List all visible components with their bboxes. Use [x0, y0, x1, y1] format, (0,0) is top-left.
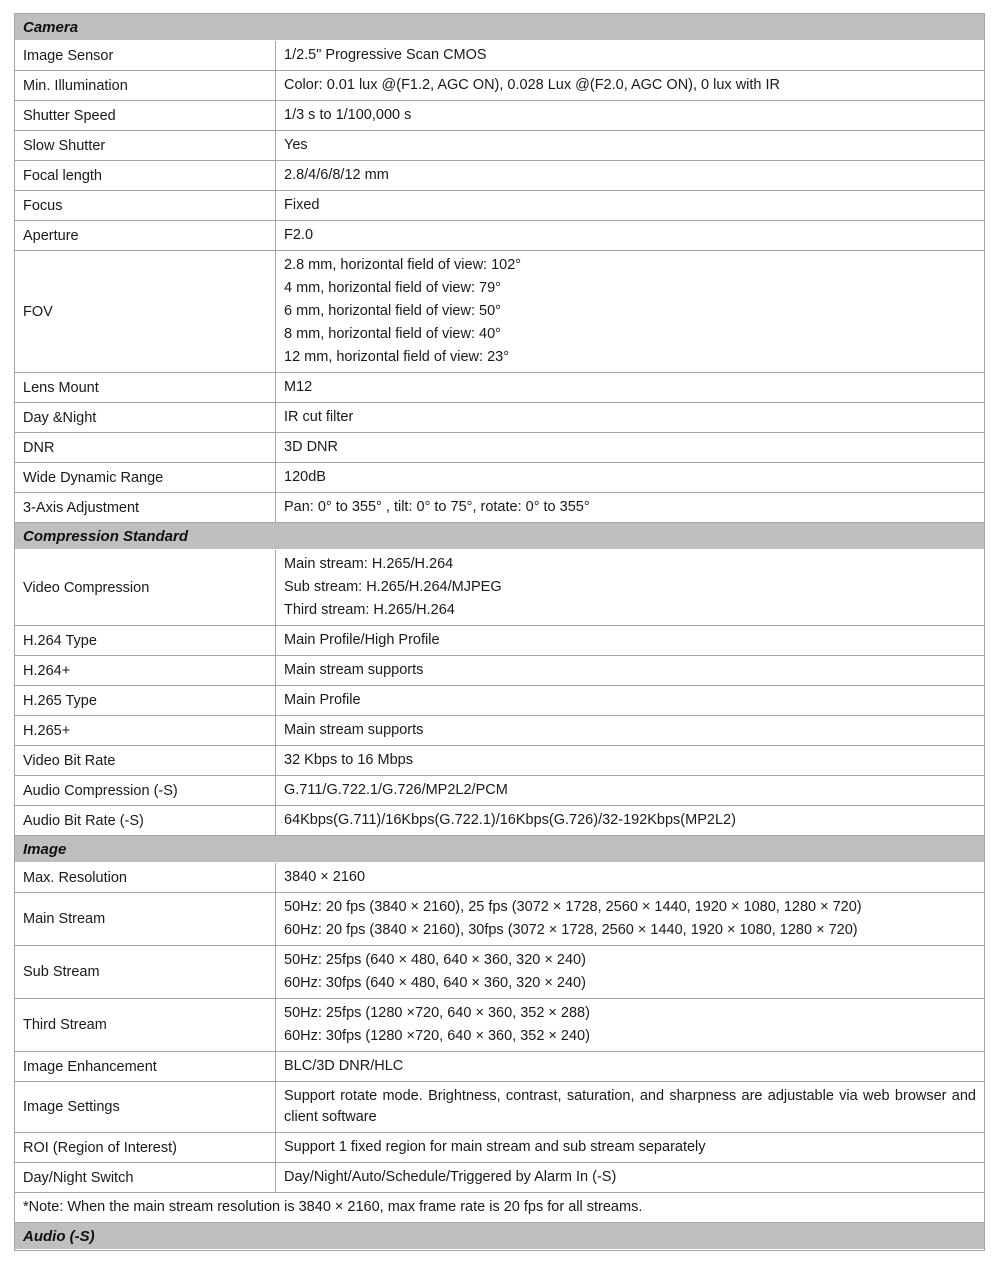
spec-value: [276, 716, 984, 745]
spec-label: Aperture: [15, 221, 276, 250]
spec-value: [276, 550, 984, 625]
spec-table: [14, 13, 985, 1251]
spec-value-line: Main stream supports: [284, 722, 424, 738]
spec-label: Audio Bit Rate (-S): [15, 806, 276, 835]
spec-value: [276, 1052, 984, 1081]
spec-label: Main Stream: [15, 893, 276, 945]
spec-value-line: 32 Kbps to 16 Mbps: [284, 752, 413, 768]
spec-value: [276, 776, 984, 805]
section-header-2: [15, 836, 984, 863]
spec-value-line: IR cut filter: [284, 409, 354, 425]
spec-label: Day &Night: [15, 403, 276, 432]
spec-row: [15, 806, 984, 836]
spec-row: [15, 403, 984, 433]
section-title: Compression Standard: [23, 527, 189, 545]
section-header-0: [15, 14, 984, 41]
spec-row: [15, 41, 984, 71]
spec-value: [276, 41, 984, 70]
spec-value: [276, 806, 984, 835]
spec-value-line: 60Hz: 20 fps (3840 × 2160), 30fps (3072 × 1728, 2560 × 1440, 1920 × 1080, 1280 × 720): [284, 922, 858, 938]
spec-row: [15, 373, 984, 403]
spec-value-line: 12 mm, horizontal field of view: 23°: [284, 349, 510, 365]
spec-label: Audio Compression (-S): [15, 776, 276, 805]
section-title: Audio (-S): [23, 1227, 95, 1245]
spec-row: [15, 946, 984, 999]
spec-label: Video Compression: [15, 550, 276, 625]
spec-label: H.264+: [15, 656, 276, 685]
spec-value-line: Main Profile/High Profile: [284, 632, 440, 648]
spec-row: [15, 1163, 984, 1193]
spec-value: [276, 1163, 984, 1192]
spec-label: Slow Shutter: [15, 131, 276, 160]
spec-row: [15, 746, 984, 776]
spec-value-line: 2.8/4/6/8/12 mm: [284, 167, 389, 183]
spec-label: Lens Mount: [15, 373, 276, 402]
spec-label: Image Enhancement: [15, 1052, 276, 1081]
spec-label: 3-Axis Adjustment: [15, 493, 276, 522]
spec-row: [15, 716, 984, 746]
spec-label: Min. Illumination: [15, 71, 276, 100]
spec-value-line: 4 mm, horizontal field of view: 79°: [284, 280, 501, 296]
spec-value: [276, 493, 984, 522]
spec-value: [276, 403, 984, 432]
section-header-1: [15, 523, 984, 550]
spec-label: Video Bit Rate: [15, 746, 276, 775]
spec-value: [276, 863, 984, 892]
spec-value-line: Main Profile: [284, 692, 361, 708]
spec-row: [15, 463, 984, 493]
spec-value: [276, 946, 984, 998]
spec-value-line: 3D DNR: [284, 439, 338, 455]
spec-value-line: 1/3 s to 1/100,000 s: [284, 107, 412, 123]
spec-value-line: 8 mm, horizontal field of view: 40°: [284, 326, 501, 342]
spec-value-line: 60Hz: 30fps (640 × 480, 640 × 360, 320 × 240): [284, 975, 586, 991]
spec-label: ROI (Region of Interest): [15, 1133, 276, 1162]
spec-row: [15, 1133, 984, 1163]
spec-value-line: Fixed: [284, 197, 320, 213]
spec-value: [276, 686, 984, 715]
spec-row: [15, 71, 984, 101]
spec-label: Image Settings: [15, 1082, 276, 1132]
spec-row: [15, 893, 984, 946]
spec-row: [15, 776, 984, 806]
spec-label: H.265 Type: [15, 686, 276, 715]
section-title: Image: [23, 840, 67, 858]
spec-row: [15, 251, 984, 373]
spec-value-line: 1/2.5" Progressive Scan CMOS: [284, 47, 487, 63]
spec-label: Focal length: [15, 161, 276, 190]
spec-value: [276, 221, 984, 250]
spec-row: [15, 686, 984, 716]
spec-value: [276, 656, 984, 685]
spec-value-line: Yes: [284, 137, 308, 153]
spec-value-line: F2.0: [284, 227, 314, 243]
spec-row: [15, 493, 984, 523]
spec-row: [15, 999, 984, 1052]
spec-value: [276, 161, 984, 190]
spec-row: [15, 656, 984, 686]
spec-value-line: Sub stream: H.265/H.264/MJPEG: [284, 579, 502, 595]
spec-value: [276, 746, 984, 775]
spec-value-line: Main stream: H.265/H.264: [284, 556, 454, 572]
spec-label: DNR: [15, 433, 276, 462]
spec-value-line: Day/Night/Auto/Schedule/Triggered by Alarm In (-S): [284, 1169, 617, 1185]
spec-label: Sub Stream: [15, 946, 276, 998]
spec-value-line: G.711/G.722.1/G.726/MP2L2/PCM: [284, 782, 508, 798]
spec-row: [15, 1082, 984, 1133]
spec-row: [15, 433, 984, 463]
spec-label: Wide Dynamic Range: [15, 463, 276, 492]
spec-value-line: 2.8 mm, horizontal field of view: 102°: [284, 257, 522, 273]
spec-value-line: Support 1 fixed region for main stream and sub stream separately: [284, 1139, 706, 1155]
spec-value: [276, 433, 984, 462]
spec-row: [15, 191, 984, 221]
spec-row: [15, 626, 984, 656]
spec-label: Focus: [15, 191, 276, 220]
spec-value: [276, 999, 984, 1051]
spec-row: [15, 161, 984, 191]
spec-value: [276, 1133, 984, 1162]
spec-row: [15, 101, 984, 131]
spec-value: [276, 251, 984, 372]
spec-value: [276, 101, 984, 130]
spec-label: Shutter Speed: [15, 101, 276, 130]
spec-value: [276, 463, 984, 492]
spec-row: [15, 863, 984, 893]
spec-row: [15, 550, 984, 626]
spec-value: [276, 131, 984, 160]
spec-label: H.264 Type: [15, 626, 276, 655]
spec-value-line: 50Hz: 20 fps (3840 × 2160), 25 fps (3072 × 1728, 2560 × 1440, 1920 × 1080, 1280 × 720): [284, 899, 862, 915]
spec-value: [276, 1082, 984, 1132]
spec-value-line: 50Hz: 25fps (1280 ×720, 640 × 360, 352 × 288): [284, 1005, 590, 1021]
spec-label: H.265+: [15, 716, 276, 745]
spec-value: [276, 893, 984, 945]
spec-row: [15, 131, 984, 161]
spec-value-line: Third stream: H.265/H.264: [284, 602, 455, 618]
spec-label: FOV: [15, 251, 276, 372]
spec-value: [276, 626, 984, 655]
spec-label: Third Stream: [15, 999, 276, 1051]
section-header-3: [15, 1223, 984, 1250]
spec-value-line: Support rotate mode. Brightness, contrast, saturation, and sharpness are adjustable via web browser and client software: [284, 1088, 976, 1125]
spec-row: [15, 221, 984, 251]
spec-value: [276, 71, 984, 100]
spec-value-line: 60Hz: 30fps (1280 ×720, 640 × 360, 352 × 240): [284, 1028, 590, 1044]
spec-value-line: Main stream supports: [284, 662, 424, 678]
spec-value-line: 64Kbps(G.711)/16Kbps(G.722.1)/16Kbps(G.726)/32-192Kbps(MP2L2): [284, 812, 736, 828]
note-row: *Note: When the main stream resolution is 3840 × 2160, max frame rate is 20 fps for all streams.: [15, 1193, 984, 1223]
spec-label: Image Sensor: [15, 41, 276, 70]
spec-value-line: BLC/3D DNR/HLC: [284, 1058, 404, 1074]
spec-value-line: 3840 × 2160: [284, 869, 366, 885]
spec-value-line: Color: 0.01 lux @(F1.2, AGC ON), 0.028 Lux @(F2.0, AGC ON), 0 lux with IR: [284, 77, 781, 93]
spec-label: Max. Resolution: [15, 863, 276, 892]
section-title: Camera: [23, 18, 79, 36]
spec-value-line: 50Hz: 25fps (640 × 480, 640 × 360, 320 × 240): [284, 952, 586, 968]
spec-value-line: M12: [284, 379, 313, 395]
spec-value: [276, 191, 984, 220]
spec-value-line: Pan: 0° to 355° , tilt: 0° to 75°, rotate: 0° to 355°: [284, 499, 590, 515]
spec-value-line: 120dB: [284, 469, 326, 485]
spec-row: [15, 1052, 984, 1082]
spec-value-line: 6 mm, horizontal field of view: 50°: [284, 303, 501, 319]
spec-label: Day/Night Switch: [15, 1163, 276, 1192]
spec-value: [276, 373, 984, 402]
